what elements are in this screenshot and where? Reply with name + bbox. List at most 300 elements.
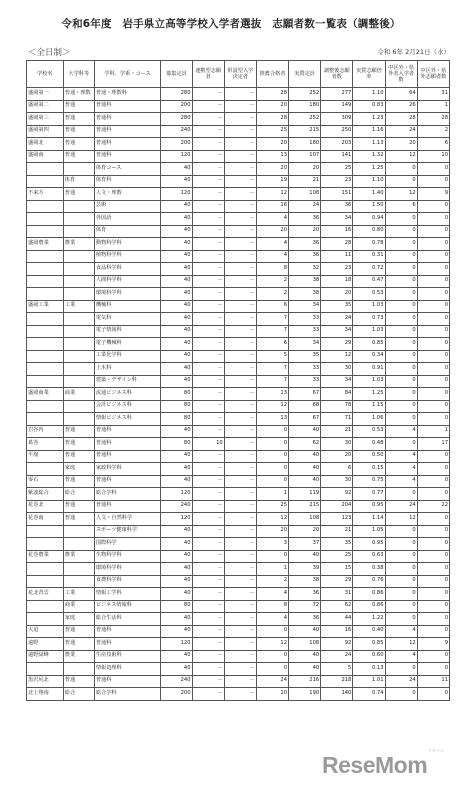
table-cell: 0.85 (353, 338, 385, 351)
table-cell: 0 (256, 550, 288, 563)
table-cell: 0 (385, 488, 417, 501)
table-cell: 40 (161, 175, 192, 188)
table-cell: 40 (161, 613, 192, 626)
table-cell: 8 (256, 263, 288, 276)
table-cell: 11 (417, 675, 449, 688)
table-cell: 23 (321, 175, 353, 188)
table-cell: 0 (385, 550, 417, 563)
table-cell: 工業化学科 (94, 350, 161, 363)
table-cell: 0.80 (353, 225, 385, 238)
table-cell: 0 (256, 650, 288, 663)
table-cell: － (192, 313, 224, 326)
table-row (27, 600, 450, 613)
table-cell: － (224, 238, 256, 251)
table-cell: 普通 (63, 138, 94, 151)
table-cell: － (192, 238, 224, 251)
table-cell: 花巻北 (27, 500, 64, 513)
table-cell (27, 413, 64, 426)
table-cell: 0 (417, 650, 449, 663)
table-cell: 240 (161, 675, 192, 688)
table-cell: 0.53 (353, 425, 385, 438)
table-cell: 280 (161, 88, 192, 101)
table-cell: 40 (161, 213, 192, 226)
table-cell: 5 (321, 663, 353, 676)
table-cell: 80 (161, 438, 192, 451)
table-cell: 190 (289, 688, 321, 701)
table-cell: 33 (289, 325, 321, 338)
table-cell: 工業 (63, 300, 94, 313)
table-cell: － (192, 550, 224, 563)
table-cell: 120 (161, 488, 192, 501)
table-cell: 0 (385, 350, 417, 363)
table-cell: 216 (289, 675, 321, 688)
table-cell: － (224, 163, 256, 176)
table-cell: 体育科 (94, 175, 161, 188)
table-cell: － (224, 325, 256, 338)
table-cell: － (224, 550, 256, 563)
table-cell: 1.03 (353, 325, 385, 338)
table-cell: 普通・理数科 (94, 88, 161, 101)
table-cell: 0 (417, 163, 449, 176)
table-cell: 40 (161, 575, 192, 588)
table-cell: － (192, 613, 224, 626)
table-cell: － (192, 150, 224, 163)
table-cell: － (192, 688, 224, 701)
table-cell: 141 (321, 150, 353, 163)
table-cell: 16 (321, 625, 353, 638)
table-cell: 1.50 (353, 200, 385, 213)
table-cell: － (224, 338, 256, 351)
table-cell: 13 (256, 150, 288, 163)
table-cell (63, 563, 94, 576)
table-cell: 1.13 (353, 138, 385, 151)
table-cell: － (224, 600, 256, 613)
table-cell (27, 350, 64, 363)
table-cell: 0.63 (353, 550, 385, 563)
logo-text: ReseMom (322, 752, 428, 778)
table-cell (63, 250, 94, 263)
table-cell: 0 (385, 613, 417, 626)
table-cell: 40 (161, 350, 192, 363)
table-row (27, 263, 450, 276)
table-cell: 体育 (63, 175, 94, 188)
table-cell: 17 (417, 438, 449, 451)
table-cell: － (224, 563, 256, 576)
table-cell: － (192, 425, 224, 438)
table-cell: 0.74 (353, 688, 385, 701)
table-cell: 20 (321, 288, 353, 301)
table-cell: 33 (289, 313, 321, 326)
table-row (27, 225, 450, 238)
table-cell: 食品科学科 (94, 263, 161, 276)
table-cell: 0 (385, 400, 417, 413)
table-cell: 0 (417, 263, 449, 276)
table-cell (27, 200, 64, 213)
table-cell: － (192, 138, 224, 151)
table-cell: － (224, 663, 256, 676)
table-cell: 普通 (63, 513, 94, 526)
table-cell: － (192, 500, 224, 513)
table-cell: 7 (256, 325, 288, 338)
table-cell: 総合生活科 (94, 613, 161, 626)
table-cell: － (192, 263, 224, 276)
table-cell (27, 663, 64, 676)
table-cell: － (192, 650, 224, 663)
table-cell (27, 213, 64, 226)
table-cell: 4 (256, 213, 288, 226)
table-cell (63, 663, 94, 676)
table-cell: 40 (289, 650, 321, 663)
table-row (27, 350, 450, 363)
table-cell: 芸術 (94, 200, 161, 213)
table-cell: 紫波総合 (27, 488, 64, 501)
table-cell: － (192, 475, 224, 488)
table-cell: 34 (321, 325, 353, 338)
table-cell: 20 (256, 225, 288, 238)
table-cell: 1.32 (353, 150, 385, 163)
table-cell: 36 (289, 588, 321, 601)
table-cell: 食農科学科 (94, 575, 161, 588)
table-cell: 9 (417, 638, 449, 651)
table-cell: 200 (161, 138, 192, 151)
table-cell: 1.22 (353, 613, 385, 626)
table-cell: 140 (321, 688, 353, 701)
table-cell: 農業 (63, 238, 94, 251)
table-cell: 大迫 (27, 625, 64, 638)
table-cell: 40 (161, 588, 192, 601)
table-cell: 25 (321, 550, 353, 563)
table-cell: 0 (417, 550, 449, 563)
table-cell: 67 (289, 413, 321, 426)
table-cell: 0 (417, 538, 449, 551)
table-cell: 24 (385, 125, 417, 138)
table-cell: － (224, 488, 256, 501)
table-cell (27, 363, 64, 376)
table-cell: 0.86 (353, 588, 385, 601)
table-row (27, 275, 450, 288)
table-cell: 7 (256, 363, 288, 376)
table-cell: 普通 (63, 638, 94, 651)
table-cell: 5 (256, 350, 288, 363)
table-cell: 花北青雲 (27, 588, 64, 601)
table-cell: 普通 (63, 450, 94, 463)
table-cell (27, 613, 64, 626)
table-cell: 機械科 (94, 300, 161, 313)
table-cell: 0 (385, 438, 417, 451)
column-header: 調整後志願者数 (321, 61, 353, 88)
table-cell (27, 313, 64, 326)
table-cell: 人文・理数 (94, 188, 161, 201)
column-header: 実質定員 (289, 61, 321, 88)
table-row (27, 138, 450, 151)
table-cell (27, 538, 64, 551)
table-cell: 123 (321, 513, 353, 526)
table-cell: 普通 (63, 625, 94, 638)
table-cell: 28 (385, 113, 417, 126)
table-cell: 28 (256, 113, 288, 126)
table-cell: 40 (161, 550, 192, 563)
table-cell: － (224, 100, 256, 113)
table-cell: 40 (161, 538, 192, 551)
table-cell: 1.16 (353, 125, 385, 138)
table-cell: 0 (256, 475, 288, 488)
table-cell: 62 (289, 438, 321, 451)
table-cell: 電子情報科 (94, 325, 161, 338)
table-cell: 16 (256, 200, 288, 213)
table-cell: 120 (161, 150, 192, 163)
table-cell: 13 (256, 413, 288, 426)
table-cell: 4 (256, 238, 288, 251)
table-cell: 215 (289, 500, 321, 513)
table-cell: 国際科学 (94, 538, 161, 551)
table-cell: 32 (289, 263, 321, 276)
table-cell: 12 (321, 350, 353, 363)
table-cell: 30 (321, 475, 353, 488)
table-cell: 2 (417, 125, 449, 138)
table-cell (27, 275, 64, 288)
table-cell: 盛岡農業 (27, 238, 64, 251)
table-cell: 体育 (94, 225, 161, 238)
table-cell: － (224, 388, 256, 401)
table-cell: 12 (385, 188, 417, 201)
table-cell: 80 (161, 600, 192, 613)
table-cell: 0 (256, 450, 288, 463)
table-cell: 23 (321, 263, 353, 276)
logo-small-text: リセマム (428, 748, 444, 753)
table-cell (27, 250, 64, 263)
table-cell: 13 (256, 388, 288, 401)
table-cell: 20 (256, 138, 288, 151)
table-cell: 0 (385, 413, 417, 426)
table-cell: 35 (321, 538, 353, 551)
table-cell: 普通科 (94, 125, 161, 138)
table-cell: 280 (161, 113, 192, 126)
table-cell: 環境科学科 (94, 288, 161, 301)
table-cell: 0 (417, 625, 449, 638)
table-cell: 0.34 (353, 350, 385, 363)
table-cell: 盛岡商業 (27, 388, 64, 401)
table-cell: － (192, 663, 224, 676)
table-cell: 240 (161, 125, 192, 138)
table-cell: 6 (385, 200, 417, 213)
table-cell: 40 (161, 200, 192, 213)
column-header: 中区外・県外志願者数 (417, 61, 449, 88)
table-row (27, 400, 450, 413)
table-row (27, 438, 450, 451)
table-cell: 12 (385, 513, 417, 526)
table-cell: 0 (385, 300, 417, 313)
table-cell: 0 (417, 325, 449, 338)
table-cell: 38 (289, 275, 321, 288)
table-cell (63, 538, 94, 551)
table-cell: 4 (385, 475, 417, 488)
table-cell: 40 (161, 563, 192, 576)
table-cell: 20 (385, 138, 417, 151)
table-cell: － (224, 538, 256, 551)
table-cell: 120 (161, 638, 192, 651)
table-cell: 0 (417, 400, 449, 413)
table-cell: － (224, 213, 256, 226)
table-cell: 普通科 (94, 450, 161, 463)
table-cell: 7 (256, 313, 288, 326)
table-cell: 71 (321, 413, 353, 426)
table-cell (27, 600, 64, 613)
table-cell: － (192, 600, 224, 613)
table-cell: － (224, 588, 256, 601)
table-cell: 盛岡第三 (27, 113, 64, 126)
table-cell: 80 (161, 413, 192, 426)
table-cell: 0 (385, 538, 417, 551)
table-cell: 120 (161, 188, 192, 201)
table-cell: 0 (417, 413, 449, 426)
table-cell: 38 (289, 288, 321, 301)
table-cell: 6 (417, 138, 449, 151)
table-cell (63, 325, 94, 338)
table-cell: 生産技術科 (94, 650, 161, 663)
table-cell: － (224, 375, 256, 388)
table-cell: 生物科学科 (94, 550, 161, 563)
table-cell: 24 (385, 500, 417, 513)
table-cell: 0.76 (353, 575, 385, 588)
table-cell: 4 (385, 625, 417, 638)
table-cell: 0 (385, 663, 417, 676)
table-cell: 4 (256, 613, 288, 626)
table-cell: 普通科 (94, 475, 161, 488)
table-cell: － (224, 113, 256, 126)
table-row (27, 200, 450, 213)
table-cell: 情報工学科 (94, 588, 161, 601)
table-cell: 家庭 (63, 463, 94, 476)
table-cell: － (224, 438, 256, 451)
table-row (27, 538, 450, 551)
table-row (27, 425, 450, 438)
table-cell: 36 (289, 613, 321, 626)
table-cell: 7 (256, 375, 288, 388)
table-row (27, 238, 450, 251)
column-header: 募集定員 (161, 61, 192, 88)
table-cell: 34 (289, 338, 321, 351)
table-cell: 31 (417, 88, 449, 101)
table-cell: 0 (417, 275, 449, 288)
table-cell: 1.06 (353, 413, 385, 426)
table-cell: 普通 (63, 188, 94, 201)
table-cell: － (224, 225, 256, 238)
table-cell: 40 (289, 550, 321, 563)
table-cell (27, 463, 64, 476)
table-cell: 普通科 (94, 438, 161, 451)
table-cell: 26 (385, 100, 417, 113)
table-cell: － (192, 488, 224, 501)
table-cell: 0 (417, 225, 449, 238)
table-cell: － (192, 213, 224, 226)
table-cell: 1 (417, 100, 449, 113)
table-cell: 40 (161, 225, 192, 238)
table-row (27, 638, 450, 651)
table-cell: 10 (192, 438, 224, 451)
table-cell: 25 (321, 163, 353, 176)
table-cell: 21 (321, 525, 353, 538)
table-cell: － (192, 300, 224, 313)
table-cell: 40 (161, 288, 192, 301)
table-cell: 36 (289, 238, 321, 251)
table-cell: 40 (289, 625, 321, 638)
table-cell: 電子機械科 (94, 338, 161, 351)
table-cell: － (224, 638, 256, 651)
table-cell: 外国語 (94, 213, 161, 226)
table-row (27, 300, 450, 313)
table-cell: スポーツ健康科学 (94, 525, 161, 538)
table-cell: 18 (321, 275, 353, 288)
table-cell: 普通科 (94, 625, 161, 638)
table-cell: － (224, 425, 256, 438)
table-cell: 40 (161, 463, 192, 476)
table-cell (27, 288, 64, 301)
table-cell: － (224, 88, 256, 101)
table-cell: 40 (289, 475, 321, 488)
table-cell: 盛岡第一 (27, 88, 64, 101)
table-cell: 24 (321, 650, 353, 663)
table-header-row (27, 61, 450, 88)
table-cell: 149 (321, 100, 353, 113)
table-row (27, 450, 450, 463)
table-cell: － (192, 675, 224, 688)
table-cell: 0 (417, 175, 449, 188)
table-cell: 0 (385, 238, 417, 251)
table-cell: 0 (417, 688, 449, 701)
table-cell: － (192, 538, 224, 551)
table-cell: － (192, 525, 224, 538)
table-cell: 20 (256, 100, 288, 113)
table-cell: 0.40 (353, 625, 385, 638)
report-date: 令和 6年 2月21日（水） (377, 48, 450, 56)
table-cell: 0 (256, 463, 288, 476)
table-cell: 40 (289, 450, 321, 463)
table-cell: 0 (385, 375, 417, 388)
table-cell: 40 (161, 450, 192, 463)
table-cell: 0 (385, 338, 417, 351)
table-cell: 20 (289, 525, 321, 538)
table-cell: 0.60 (353, 650, 385, 663)
table-row (27, 88, 450, 101)
table-cell: 情報処理科 (94, 663, 161, 676)
table-cell: 0 (417, 525, 449, 538)
table-cell: － (192, 125, 224, 138)
table-cell: 0.72 (353, 263, 385, 276)
table-cell: 動物科学科 (94, 238, 161, 251)
table-cell: 19 (256, 175, 288, 188)
table-cell: 1.14 (353, 513, 385, 526)
table-cell: 0.85 (353, 638, 385, 651)
table-cell: 180 (289, 100, 321, 113)
table-cell (63, 338, 94, 351)
table-cell: － (224, 138, 256, 151)
table-row (27, 463, 450, 476)
table-cell: 0 (385, 563, 417, 576)
table-cell: 総合学科 (94, 488, 161, 501)
table-cell: 21 (321, 425, 353, 438)
table-cell: 2 (256, 275, 288, 288)
table-cell: 40 (161, 525, 192, 538)
table-cell (27, 525, 64, 538)
table-cell: 68 (289, 400, 321, 413)
table-cell: 34 (321, 375, 353, 388)
table-cell: 30 (321, 363, 353, 376)
table-cell: 78 (321, 400, 353, 413)
table-cell: － (224, 450, 256, 463)
table-cell: 0 (417, 375, 449, 388)
table-row (27, 188, 450, 201)
table-cell: － (192, 188, 224, 201)
